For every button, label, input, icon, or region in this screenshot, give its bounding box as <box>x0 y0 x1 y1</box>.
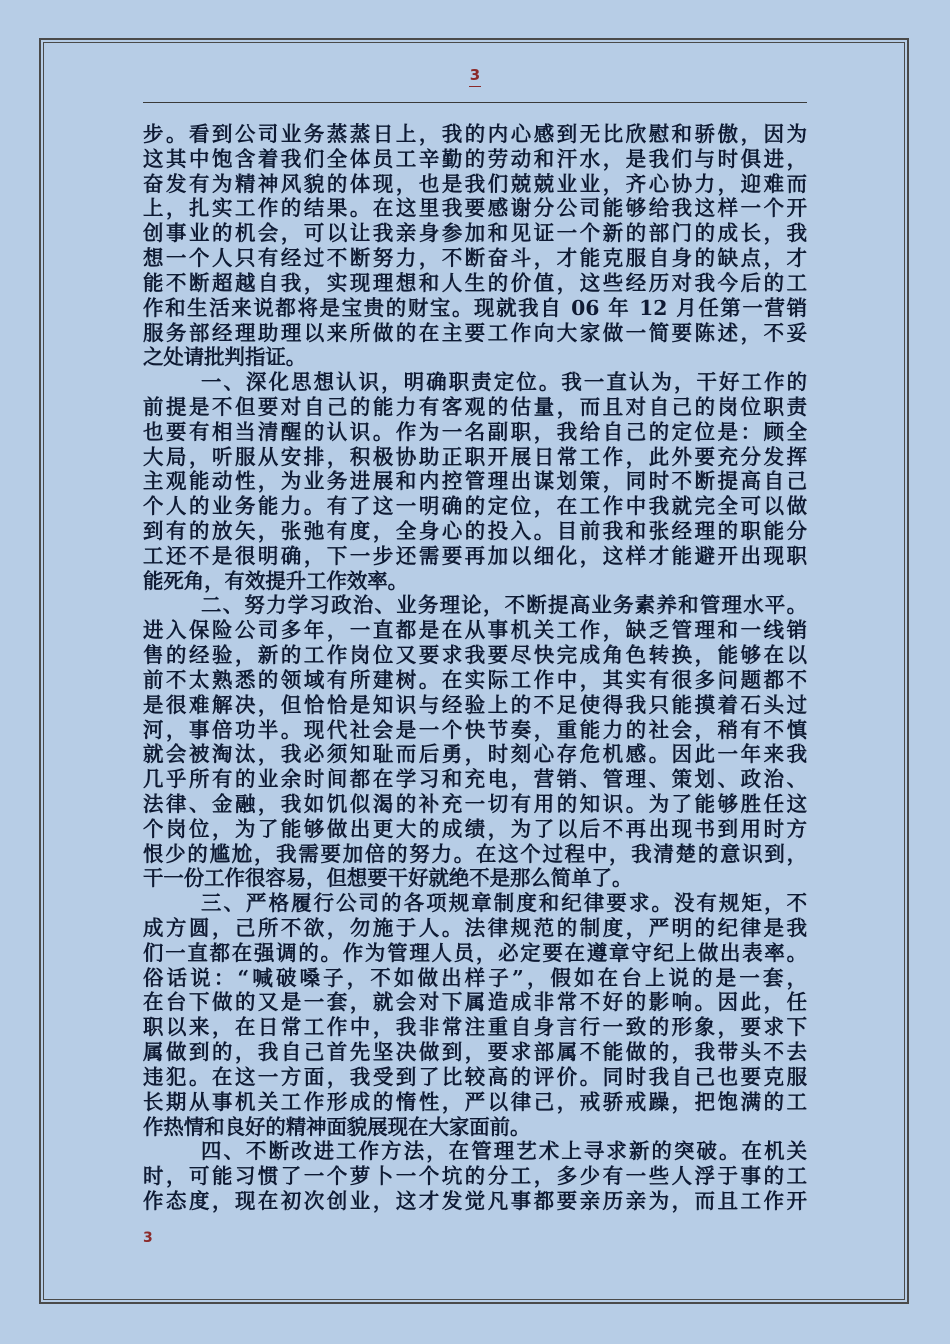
text-line: 作和生活来说都将是宝贵的财宝。现就我自 06 年 12 月任第一营销 <box>143 295 807 320</box>
text-line: 个人的业务能力。有了这一明确的定位，在工作中我就完全可以做 <box>143 494 807 519</box>
text-line: 们一直都在强调的。作为管理人员，必定要在遵章守纪上做出表率。 <box>143 940 807 965</box>
section-heading-line: 一、深化思想认识，明确职责定位。我一直认为，干好工作的 <box>201 370 807 395</box>
text-line: 主观能动性，为业务进展和内控管理出谋划策，同时不断提高自己 <box>143 469 807 494</box>
text-line: 也要有相当清醒的认识。作为一名副职，我给自己的定位是：顾全 <box>143 419 807 444</box>
text-line: 长期从事机关工作形成的惰性，严以律己，戒骄戒躁，把饱满的工 <box>143 1089 807 1114</box>
text-line: 进入保险公司多年，一直都是在从事机关工作，缺乏管理和一线销 <box>143 618 807 643</box>
text-line: 属做到的，我自己首先坚决做到，要求部属不能做的，我带头不去 <box>143 1040 807 1065</box>
text-line: 创事业的机会，可以让我亲身参加和见证一个新的部门的成长，我 <box>143 221 807 246</box>
text-line: 在台下做的又是一套，就会对下属造成非常不好的影响。因此，任 <box>143 990 807 1015</box>
text-line: 售的经验，新的工作岗位又要求我要尽快完成角色转换，能够在以 <box>143 643 807 668</box>
text-line: 工还不是很明确，下一步还需要再加以细化，这样才能避开出现职 <box>143 543 807 568</box>
text-line: 就会被淘汰，我必须知耻而后勇，时刻心存危机感。因此一年来我 <box>143 742 807 767</box>
text-line: 这其中饱含着我们全体员工辛勤的劳动和汗水，是我们与时俱进， <box>143 146 807 171</box>
text-line: 是很难解决，但恰恰是知识与经验上的不足使得我只能摸着石头过 <box>143 692 807 717</box>
text-line: 职以来，在日常工作中，我非常注重自身言行一致的形象，要求下 <box>143 1015 807 1040</box>
text-line: 大局，听服从安排，积极协助正职开展日常工作，此外要充分发挥 <box>143 444 807 469</box>
text-line: 能不断超越自我，实现理想和人生的价值，这些经历对我今后的工 <box>143 270 807 295</box>
section-heading-line: 四、不断改进工作方法，在管理艺术上寻求新的突破。在机关 <box>201 1139 807 1164</box>
text-line: 前不太熟悉的领域有所建树。在实际工作中，其实有很多问题都不 <box>143 667 807 692</box>
header-rule <box>143 102 807 103</box>
text-line: 作态度，现在初次创业，这才发觉凡事都要亲历亲为，而且工作开 <box>143 1188 807 1213</box>
text-line: 河，事倍功半。现代社会是一个快节奏，重能力的社会，稍有不慎 <box>143 717 807 742</box>
text-line: 个岗位，为了能够做出更大的成绩，为了以后不再出现书到用时方 <box>143 816 807 841</box>
header-page-number-text: 3 <box>469 66 481 87</box>
text-line: 成方圆，己所不欲，勿施于人。法律规范的制度，严明的纪律是我 <box>143 916 807 940</box>
text-line: 奋发有为精神风貌的体现，也是我们兢兢业业，齐心协力，迎难而 <box>143 171 807 196</box>
text-line: 想一个人只有经过不断努力，不断奋斗，才能克服自身的缺点，才 <box>143 246 807 271</box>
text-line: 几乎所有的业余时间都在学习和充电，营销、管理、策划、政治、 <box>143 767 807 792</box>
section-heading-line: 三、严格履行公司的各项规章制度和纪律要求。没有规矩，不 <box>201 891 807 916</box>
header-page-number <box>0 66 950 87</box>
document-body <box>143 122 807 1214</box>
text-line: 步。看到公司业务蒸蒸日上，我的内心感到无比欣慰和骄傲，因为 <box>143 122 807 146</box>
text-line: 违犯。在这一方面，我受到了比较高的评价。同时我自己也要克服 <box>143 1064 807 1089</box>
text-line: 到有的放矢，张弛有度，全身心的投入。目前我和张经理的职能分 <box>143 519 807 543</box>
text-line: 时，可能习惯了一个萝卜一个坑的分工，多少有一些人浮于事的工 <box>143 1164 807 1189</box>
footer-page-number: 3 <box>143 1230 153 1246</box>
text-line: 俗话说：“喊破嗓子，不如做出样子”，假如在台上说的是一套， <box>143 965 807 990</box>
text-line: 干一份工作很容易，但想要干好就绝不是那么简单了。 <box>143 866 633 891</box>
text-line: 前提是不但要对自己的能力有客观的估量，而且对自己的岗位职责 <box>143 394 807 419</box>
text-line: 服务部经理助理以来所做的在主要工作向大家做一简要陈述，不妥 <box>143 320 807 345</box>
text-line: 法律、金融，我如饥似渴的补充一切有用的知识。为了能够胜任这 <box>143 791 807 816</box>
section-heading-line: 二、努力学习政治、业务理论，不断提高业务素养和管理水平。 <box>201 593 807 618</box>
text-line: 上，扎实工作的结果。在这里我要感谢分公司能够给我这样一个开 <box>143 196 807 221</box>
text-line: 恨少的尴尬，我需要加倍的努力。在这个过程中，我清楚的意识到， <box>143 841 807 866</box>
text-line: 能死角，有效提升工作效率。 <box>143 568 409 593</box>
text-line: 作热情和良好的精神面貌展现在大家面前。 <box>143 1114 531 1139</box>
text-line: 之处请批判指证。 <box>143 345 307 370</box>
